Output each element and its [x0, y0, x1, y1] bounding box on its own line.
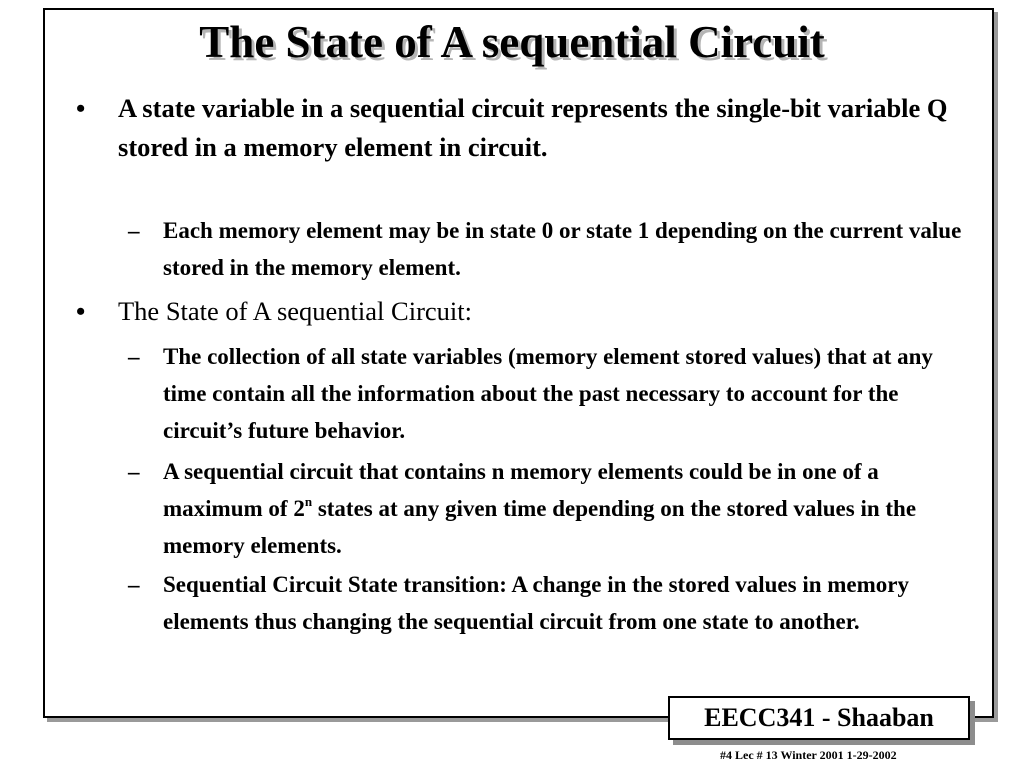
sub-item-text-after: states at any given time depending on the stored values in the memory elements.	[163, 496, 917, 558]
sub-item-2-3	[128, 566, 978, 640]
sub-item-text-before: A sequential circuit that contains n memory elements could be in one of a maximum of 2	[163, 459, 879, 521]
sub-item-text: Each memory element may be in state 0 or state 1 depending on the current value stored in the memory element.	[163, 218, 962, 280]
sub-item-2-2	[128, 453, 978, 564]
sub-item-text: Sequential Circuit State transition: A change in the stored values in memory elements thus changing the sequential circuit from one state to another.	[163, 572, 910, 634]
superscript-n: n	[304, 494, 313, 509]
sub-item-text: The collection of all state variables (memory element stored values) that at any time contain all the information about the past necessary to account for the circuit’s future behavior.	[163, 344, 933, 443]
dash-marker: –	[128, 459, 140, 484]
bullet-item-1	[76, 89, 976, 167]
bullet-marker: •	[76, 93, 86, 123]
sub-item-1-1	[128, 212, 978, 286]
dash-marker: –	[128, 344, 140, 369]
sub-item-text	[163, 453, 978, 564]
bullet-marker: •	[76, 296, 86, 326]
slide-info: #4 Lec # 13 Winter 2001 1-29-2002	[720, 748, 897, 762]
dash-marker: –	[128, 218, 140, 243]
sub-item-2-1	[128, 338, 978, 449]
course-tag: EECC341 - Shaaban	[668, 696, 970, 740]
bullet-text: A state variable in a sequential circuit represents the single-bit variable Q stored in a memory element in circuit.	[118, 93, 948, 162]
bullet-text: The State of A sequential Circuit:	[118, 296, 472, 326]
dash-marker: –	[128, 572, 140, 597]
bullet-item-2	[76, 292, 976, 331]
slide-title: The State of A sequential Circuit	[199, 17, 825, 67]
